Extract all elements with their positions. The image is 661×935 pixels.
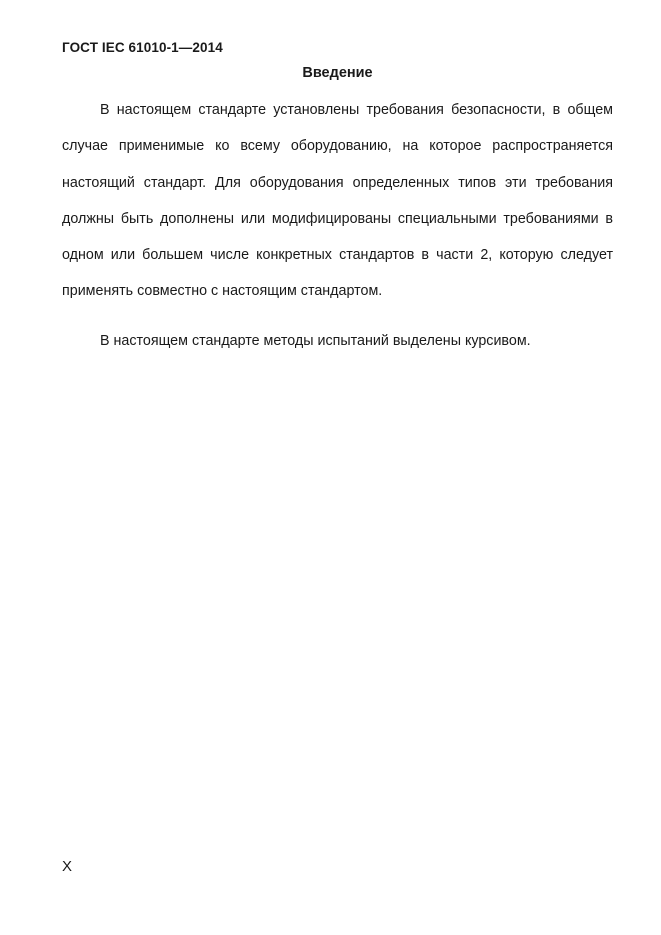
page-number: X — [62, 858, 73, 875]
body-text — [62, 92, 613, 359]
section-title: Введение — [302, 65, 373, 81]
paragraph-2: В настоящем стандарте методы испытаний выделены курсивом. — [100, 332, 531, 349]
document-header: ГОСТ IEC 61010-1—2014 — [62, 40, 223, 55]
paragraph-1: В настоящем стандарте установлены требования безопасности, в общем случае применимые ко всему оборудованию, на которое распространяется настоящий стандарт. Для оборудования определенных типов эти требования должны быть дополнены или модифицированы специальными требованиями в одном или большем числе конкретных стандартов в части 2, которую следует применять совместно с настоящим стандартом. — [62, 102, 613, 300]
